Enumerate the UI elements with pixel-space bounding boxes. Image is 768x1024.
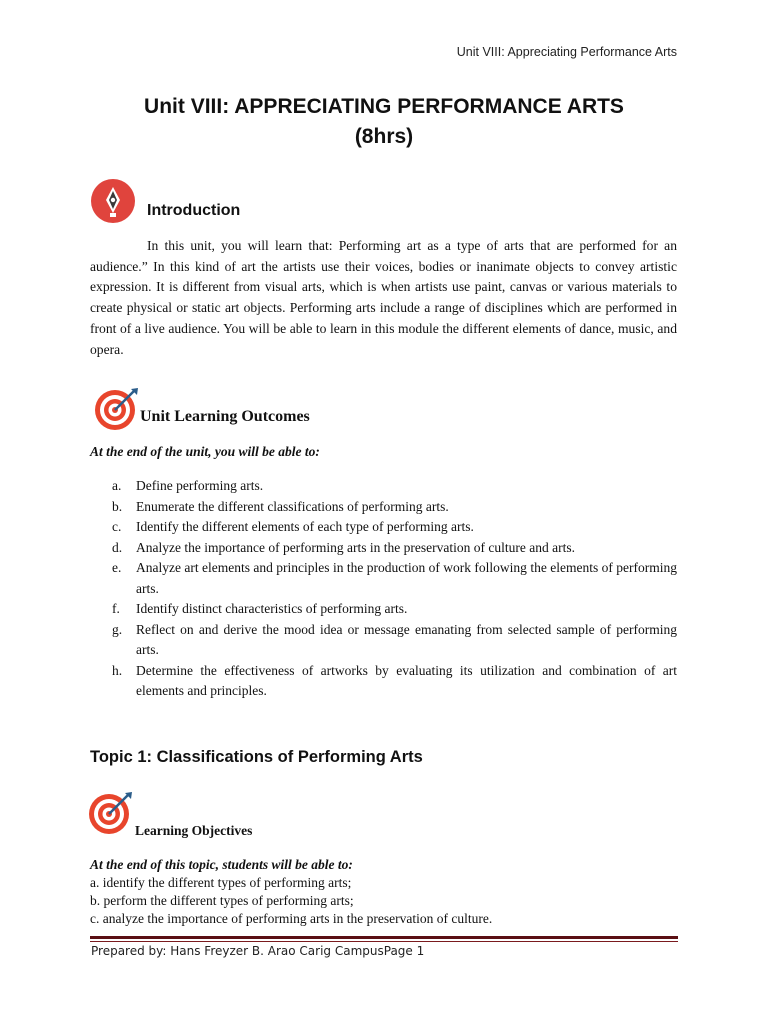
running-header: Unit VIII: Appreciating Performance Arts [456,45,677,59]
outcomes-list [90,476,677,702]
outcome-marker: g. [112,621,123,637]
outcome-marker: a. [112,478,122,493]
outcome-marker: e. [112,560,122,575]
learning-objectives-label: Learning Objectives [135,823,253,838]
topic-objective-item: c. analyze the importance of performing arts in the preservation of culture. [90,911,493,926]
outcome-item [90,497,677,518]
outcome-text: Reflect on and derive the mood idea or message emanating from selected sample of performing arts. [136,621,677,657]
outcome-text: Analyze the importance of performing arts in the preservation of culture and arts. [136,539,575,555]
pen-nib-icon [90,178,136,224]
outcome-text: Identify the different elements of each type of performing arts. [136,519,474,534]
introduction-heading: Introduction [147,202,241,219]
outcome-item [90,599,677,620]
outcome-text: Define performing arts. [136,478,264,493]
page-title-line1: Unit VIII: APPRECIATING PERFORMANCE ARTS [144,95,624,118]
outcome-item [90,620,677,661]
topic-objective-item: b. perform the different types of performing arts; [90,893,354,908]
page-title [0,92,768,152]
outcome-text: Enumerate the different classifications of performing arts. [136,498,449,514]
outcomes-lead: At the end of the unit, you will be able to: [90,444,320,459]
outcomes-heading: Unit Learning Outcomes [140,408,310,425]
outcome-text: Identify distinct characteristics of performing arts. [136,601,408,616]
topic-objectives [90,856,492,928]
target-icon [94,386,140,432]
outcome-item [90,476,677,497]
outcome-marker: c. [112,519,122,534]
outcome-marker: d. [112,539,123,555]
outcome-marker: b. [112,498,123,514]
outcome-text: Determine the effectiveness of artworks by evaluating its utilization and combination of art elements and principles. [136,662,677,698]
outcome-item [90,538,677,559]
footer-rule [90,936,678,939]
target-icon [88,790,134,836]
topic-heading: Topic 1: Classifications of Performing Arts [90,748,423,766]
topic-objective-item: a. identify the different types of performing arts; [90,875,352,890]
topic-objectives-lead: At the end of this topic, students will be able to: [90,857,353,872]
outcome-item [90,661,677,702]
introduction-paragraph: In this unit, you will learn that: Performing art as a type of arts that are performed for an audience.” In this kind of art the artists use their voices, bodies or inanimate objects to convey artistic expression. It is different from visual arts, which is when artists use paint, canvas or various materials to create physical or static art objects. Performing arts include a range of disciplines which are performed in front of a live audience. You will be able to learn in this module the different elements of dance, music, and opera. [90,238,677,357]
outcome-item [90,517,677,538]
outcome-marker: h. [112,662,123,678]
page-footer: Prepared by: Hans Freyzer B. Arao Carig CampusPage 1 [91,944,425,958]
outcome-item [90,558,677,599]
page-title-line2: (8hrs) [354,125,414,148]
outcome-marker: f. [112,601,120,616]
outcome-text: Analyze art elements and principles in the production of work following the elements of performing arts. [136,560,677,596]
footer-rule-thin [90,941,678,942]
